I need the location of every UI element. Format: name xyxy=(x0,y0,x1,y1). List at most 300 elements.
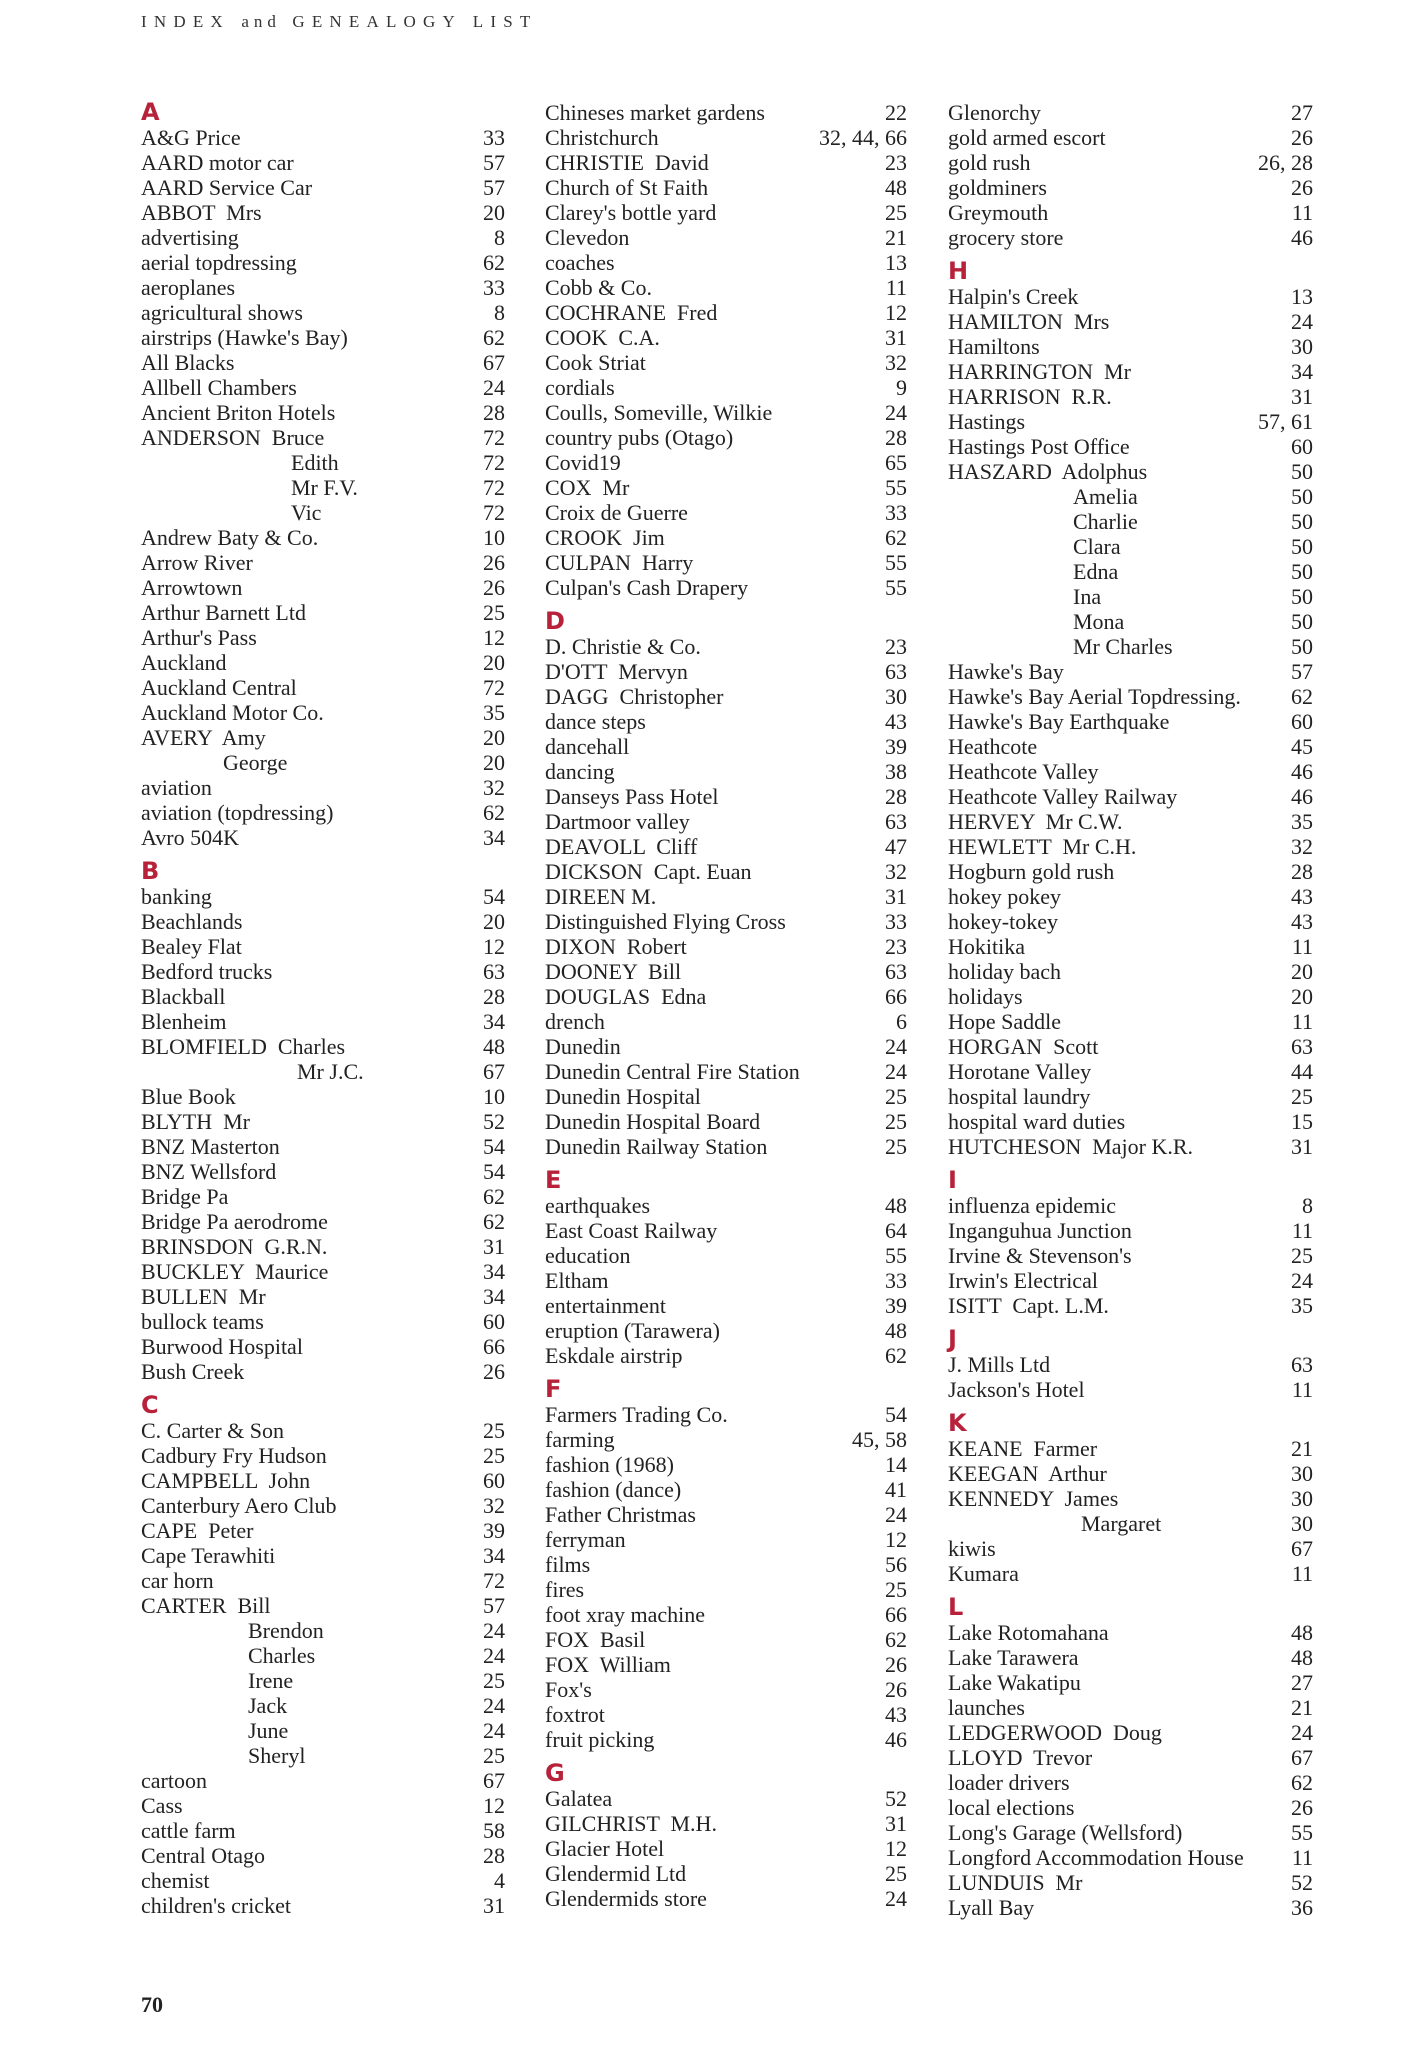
index-entry xyxy=(948,1352,1313,1377)
entry-pages: 24 xyxy=(1291,1720,1313,1745)
entry-pages: 35 xyxy=(1291,1293,1313,1318)
entry-term: Beachlands xyxy=(141,909,243,934)
index-entry xyxy=(545,1452,907,1477)
entry-term: Hokitika xyxy=(948,934,1025,959)
entry-pages: 48 xyxy=(885,1193,907,1218)
index-entry xyxy=(948,1695,1313,1720)
entry-term: influenza epidemic xyxy=(948,1193,1116,1218)
index-entry xyxy=(545,884,907,909)
entry-pages: 24 xyxy=(885,400,907,425)
entry-term: BLYTH Mr xyxy=(141,1109,251,1134)
entry-pages: 33 xyxy=(885,1268,907,1293)
index-entry xyxy=(545,400,907,425)
index-entry xyxy=(948,359,1313,384)
entry-pages: 21 xyxy=(885,225,907,250)
index-column-3 xyxy=(948,100,1313,1920)
entry-term: bullock teams xyxy=(141,1309,264,1334)
entry-term: ISITT Capt. L.M. xyxy=(948,1293,1109,1318)
entry-pages: 23 xyxy=(885,934,907,959)
entry-pages: 24 xyxy=(483,1693,505,1718)
entry-term: Heathcote xyxy=(948,734,1038,759)
index-entry xyxy=(141,650,505,675)
index-entry xyxy=(545,300,907,325)
index-entry xyxy=(545,475,907,500)
index-entry xyxy=(948,384,1313,409)
index-entry xyxy=(545,1577,907,1602)
index-entry xyxy=(948,175,1313,200)
page-number: 70 xyxy=(141,1992,163,2017)
entry-term: HAMILTON Mrs xyxy=(948,309,1110,334)
index-entry xyxy=(948,934,1313,959)
index-entry xyxy=(545,734,907,759)
entry-pages: 30 xyxy=(1291,1486,1313,1511)
entry-term: ABBOT Mrs xyxy=(141,200,262,225)
entry-term: Arthur Barnett Ltd xyxy=(141,600,306,625)
entry-pages: 9 xyxy=(896,375,907,400)
entry-pages: 72 xyxy=(483,475,505,500)
index-entry xyxy=(141,125,505,150)
entry-term: CAMPBELL John xyxy=(141,1468,311,1493)
entry-term: Coulls, Someville, Wilkie xyxy=(545,400,773,425)
index-entry xyxy=(141,700,505,725)
index-entry xyxy=(141,1234,505,1259)
entry-pages: 24 xyxy=(1291,309,1313,334)
entry-pages: 50 xyxy=(1291,484,1313,509)
index-entry xyxy=(141,1084,505,1109)
index-entry xyxy=(141,800,505,825)
entry-pages: 38 xyxy=(885,759,907,784)
entry-pages: 72 xyxy=(483,500,505,525)
index-entry xyxy=(545,1527,907,1552)
index-entry xyxy=(948,1536,1313,1561)
entry-term: Horotane Valley xyxy=(948,1059,1092,1084)
entry-term: hokey-tokey xyxy=(948,909,1058,934)
index-entry xyxy=(948,409,1313,434)
index-entry xyxy=(545,809,907,834)
entry-term: Bush Creek xyxy=(141,1359,245,1384)
index-entry xyxy=(545,1243,907,1268)
entry-term: Jack xyxy=(248,1693,288,1718)
entry-term: GILCHRIST M.H. xyxy=(545,1811,717,1836)
index-entry xyxy=(545,1786,907,1811)
index-entry xyxy=(141,600,505,625)
index-entry xyxy=(948,759,1313,784)
entry-term: fruit picking xyxy=(545,1727,655,1752)
entry-term: J. Mills Ltd xyxy=(948,1352,1051,1377)
index-entry xyxy=(948,1670,1313,1695)
index-entry xyxy=(948,1486,1313,1511)
index-entry xyxy=(141,1418,505,1443)
entry-term: airstrips (Hawke's Bay) xyxy=(141,325,348,350)
entry-term: Blue Book xyxy=(141,1084,236,1109)
entry-pages: 34 xyxy=(483,1284,505,1309)
entry-term: hokey pokey xyxy=(948,884,1062,909)
section-letter-a: A xyxy=(141,98,160,126)
index-entry xyxy=(545,1343,907,1368)
index-entry xyxy=(141,1034,505,1059)
entry-term: country pubs (Otago) xyxy=(545,425,734,450)
entry-term: Mona xyxy=(1073,609,1125,634)
index-entry xyxy=(948,200,1313,225)
index-entry xyxy=(545,1886,907,1911)
entry-pages: 54 xyxy=(483,1159,505,1184)
index-entry xyxy=(141,825,505,850)
entry-term: COOK C.A. xyxy=(545,325,660,350)
index-entry xyxy=(141,1334,505,1359)
section-letter-e: E xyxy=(545,1166,562,1194)
entry-pages: 28 xyxy=(1291,859,1313,884)
entry-term: Cape Terawhiti xyxy=(141,1543,276,1568)
entry-term: Distinguished Flying Cross xyxy=(545,909,786,934)
index-entry xyxy=(141,1793,505,1818)
index-entry xyxy=(948,1009,1313,1034)
entry-pages: 43 xyxy=(1291,909,1313,934)
index-entry xyxy=(545,1134,907,1159)
index-entry xyxy=(948,1134,1313,1159)
entry-term: Andrew Baty & Co. xyxy=(141,525,319,550)
index-entry xyxy=(948,1845,1313,1870)
entry-pages: 25 xyxy=(885,1134,907,1159)
entry-term: Father Christmas xyxy=(545,1502,696,1527)
entry-pages: 52 xyxy=(885,1786,907,1811)
entry-term: goldminers xyxy=(948,175,1047,200)
index-entry xyxy=(545,1427,907,1452)
entry-term: Charlie xyxy=(1073,509,1138,534)
entry-pages: 10 xyxy=(483,525,505,550)
entry-term: Irene xyxy=(248,1668,294,1693)
running-head-title: GENEALOGY LIST xyxy=(292,12,538,31)
index-entry xyxy=(545,250,907,275)
entry-term: Christchurch xyxy=(545,125,659,150)
entry-pages: 47 xyxy=(885,834,907,859)
entry-pages: 25 xyxy=(885,1109,907,1134)
entry-term: Dunedin Hospital xyxy=(545,1084,701,1109)
entry-pages: 30 xyxy=(885,684,907,709)
entry-term: Sheryl xyxy=(248,1743,306,1768)
entry-term: agricultural shows xyxy=(141,300,303,325)
index-entry xyxy=(545,425,907,450)
index-entry xyxy=(141,1743,505,1768)
entry-term: loader drivers xyxy=(948,1770,1070,1795)
entry-term: Eskdale airstrip xyxy=(545,1343,683,1368)
entry-pages: 25 xyxy=(483,1743,505,1768)
entry-pages: 8 xyxy=(1302,1193,1313,1218)
index-entry xyxy=(948,634,1313,659)
entry-pages: 46 xyxy=(1291,225,1313,250)
entry-pages: 30 xyxy=(1291,1511,1313,1536)
entry-pages: 52 xyxy=(483,1109,505,1134)
index-entry xyxy=(141,375,505,400)
entry-pages: 62 xyxy=(885,525,907,550)
index-entry xyxy=(545,659,907,684)
index-entry xyxy=(948,1034,1313,1059)
index-entry xyxy=(141,1718,505,1743)
entry-pages: 28 xyxy=(483,984,505,1009)
entry-pages: 15 xyxy=(1291,1109,1313,1134)
entry-pages: 8 xyxy=(494,300,505,325)
entry-pages: 20 xyxy=(1291,959,1313,984)
section-letter-j: J xyxy=(948,1325,957,1353)
entry-term: kiwis xyxy=(948,1536,996,1561)
index-entry xyxy=(141,1009,505,1034)
entry-pages: 63 xyxy=(483,959,505,984)
entry-pages: 24 xyxy=(483,375,505,400)
index-entry xyxy=(948,709,1313,734)
index-entry xyxy=(948,909,1313,934)
entry-pages: 48 xyxy=(1291,1620,1313,1645)
index-entry xyxy=(141,575,505,600)
entry-term: Croix de Guerre xyxy=(545,500,688,525)
entry-pages: 57 xyxy=(483,175,505,200)
entry-term: Longford Accommodation House xyxy=(948,1845,1244,1870)
entry-pages: 67 xyxy=(483,350,505,375)
index-entry xyxy=(141,725,505,750)
entry-term: Avro 504K xyxy=(141,825,239,850)
entry-pages: 25 xyxy=(483,1418,505,1443)
entry-pages: 46 xyxy=(885,1727,907,1752)
entry-pages: 12 xyxy=(483,625,505,650)
index-entry xyxy=(545,784,907,809)
entry-term: Church of St Faith xyxy=(545,175,709,200)
entry-term: HARRINGTON Mr xyxy=(948,359,1131,384)
entry-pages: 12 xyxy=(885,1836,907,1861)
index-entry xyxy=(141,775,505,800)
entry-term: holidays xyxy=(948,984,1023,1009)
entry-term: Glendermids store xyxy=(545,1886,707,1911)
entry-pages: 21 xyxy=(1291,1695,1313,1720)
entry-term: dance steps xyxy=(545,709,646,734)
entry-pages: 24 xyxy=(885,1886,907,1911)
index-entry xyxy=(948,1770,1313,1795)
index-entry xyxy=(141,300,505,325)
entry-term: George xyxy=(223,750,288,775)
entry-pages: 57 xyxy=(1291,659,1313,684)
entry-term: cordials xyxy=(545,375,615,400)
entry-term: gold rush xyxy=(948,150,1031,175)
entry-pages: 62 xyxy=(483,1184,505,1209)
entry-pages: 62 xyxy=(483,1209,505,1234)
index-entry xyxy=(948,684,1313,709)
entry-term: All Blacks xyxy=(141,350,235,375)
index-entry xyxy=(948,1436,1313,1461)
entry-pages: 13 xyxy=(885,250,907,275)
entry-pages: 27 xyxy=(1291,100,1313,125)
section-letter-k: K xyxy=(948,1409,967,1437)
entry-term: Cobb & Co. xyxy=(545,275,652,300)
entry-term: Blackball xyxy=(141,984,226,1009)
index-entry xyxy=(545,859,907,884)
entry-term: Chineses market gardens xyxy=(545,100,765,125)
index-entry xyxy=(545,450,907,475)
index-entry xyxy=(545,1084,907,1109)
entry-pages: 63 xyxy=(885,659,907,684)
section-letter-i: I xyxy=(948,1166,957,1194)
entry-pages: 39 xyxy=(885,1293,907,1318)
index-entry xyxy=(948,459,1313,484)
index-entry xyxy=(141,550,505,575)
entry-term: BUCKLEY Maurice xyxy=(141,1259,329,1284)
entry-pages: 60 xyxy=(1291,709,1313,734)
section-letter-f: F xyxy=(545,1375,562,1403)
entry-term: Dartmoor valley xyxy=(545,809,690,834)
index-entry xyxy=(948,959,1313,984)
entry-term: earthquakes xyxy=(545,1193,651,1218)
entry-term: Inganguhua Junction xyxy=(948,1218,1132,1243)
index-entry xyxy=(141,625,505,650)
index-entry xyxy=(545,1652,907,1677)
entry-pages: 60 xyxy=(483,1468,505,1493)
index-entry xyxy=(948,659,1313,684)
entry-pages: 14 xyxy=(885,1452,907,1477)
index-entry xyxy=(141,884,505,909)
index-entry xyxy=(545,1552,907,1577)
entry-pages: 12 xyxy=(483,1793,505,1818)
index-entry xyxy=(948,1084,1313,1109)
entry-pages: 72 xyxy=(483,425,505,450)
entry-pages: 62 xyxy=(483,800,505,825)
entry-term: Hastings Post Office xyxy=(948,434,1130,459)
entry-term: Edith xyxy=(291,450,339,475)
entry-pages: 55 xyxy=(885,475,907,500)
index-entry xyxy=(141,1843,505,1868)
entry-pages: 66 xyxy=(483,1334,505,1359)
index-entry xyxy=(545,575,907,600)
entry-term: Cook Striat xyxy=(545,350,646,375)
entry-pages: 48 xyxy=(885,175,907,200)
index-entry xyxy=(545,500,907,525)
index-entry xyxy=(141,1568,505,1593)
index-entry xyxy=(948,1109,1313,1134)
entry-pages: 36 xyxy=(1291,1895,1313,1920)
entry-pages: 50 xyxy=(1291,584,1313,609)
entry-pages: 11 xyxy=(1291,1377,1313,1402)
entry-pages: 24 xyxy=(483,1643,505,1668)
entry-pages: 25 xyxy=(885,1084,907,1109)
entry-term: BRINSDON G.R.N. xyxy=(141,1234,328,1259)
index-entry xyxy=(141,1359,505,1384)
index-entry xyxy=(141,475,505,500)
entry-pages: 25 xyxy=(885,200,907,225)
index-entry xyxy=(545,1677,907,1702)
entry-term: aviation (topdressing) xyxy=(141,800,334,825)
entry-pages: 67 xyxy=(1291,1745,1313,1770)
entry-term: Bridge Pa aerodrome xyxy=(141,1209,328,1234)
entry-pages: 39 xyxy=(885,734,907,759)
entry-term: Central Otago xyxy=(141,1843,266,1868)
entry-term: East Coast Railway xyxy=(545,1218,718,1243)
index-entry xyxy=(141,750,505,775)
index-entry xyxy=(948,859,1313,884)
entry-pages: 45, 58 xyxy=(852,1427,907,1452)
entry-pages: 20 xyxy=(483,909,505,934)
entry-term: Greymouth xyxy=(948,200,1049,225)
entry-pages: 28 xyxy=(885,784,907,809)
entry-term: grocery store xyxy=(948,225,1064,250)
entry-pages: 67 xyxy=(483,1768,505,1793)
entry-pages: 26, 28 xyxy=(1258,150,1313,175)
entry-pages: 26 xyxy=(1291,1795,1313,1820)
entry-pages: 55 xyxy=(1291,1820,1313,1845)
entry-term: CULPAN Harry xyxy=(545,550,694,575)
entry-pages: 50 xyxy=(1291,634,1313,659)
entry-term: FOX William xyxy=(545,1652,671,1677)
entry-term: Brendon xyxy=(248,1618,324,1643)
entry-pages: 27 xyxy=(1291,1670,1313,1695)
entry-term: Clevedon xyxy=(545,225,630,250)
entry-pages: 48 xyxy=(885,1318,907,1343)
entry-term: foxtrot xyxy=(545,1702,605,1727)
index-entry xyxy=(545,1811,907,1836)
index-entry xyxy=(948,1645,1313,1670)
entry-pages: 20 xyxy=(1291,984,1313,1009)
index-entry xyxy=(545,759,907,784)
index-entry xyxy=(948,1059,1313,1084)
entry-pages: 50 xyxy=(1291,509,1313,534)
entry-term: June xyxy=(248,1718,289,1743)
index-entry xyxy=(141,1468,505,1493)
entry-term: farming xyxy=(545,1427,615,1452)
index-entry xyxy=(948,484,1313,509)
entry-pages: 33 xyxy=(885,909,907,934)
entry-term: C. Carter & Son xyxy=(141,1418,284,1443)
entry-pages: 45 xyxy=(1291,734,1313,759)
entry-term: Jackson's Hotel xyxy=(948,1377,1085,1402)
index-entry xyxy=(141,275,505,300)
entry-term: DOUGLAS Edna xyxy=(545,984,707,1009)
entry-pages: 55 xyxy=(885,575,907,600)
entry-term: Dunedin xyxy=(545,1034,621,1059)
entry-term: Dunedin Hospital Board xyxy=(545,1109,761,1134)
entry-term: Glendermid Ltd xyxy=(545,1861,687,1886)
entry-pages: 20 xyxy=(483,200,505,225)
entry-term: fashion (dance) xyxy=(545,1477,682,1502)
entry-term: advertising xyxy=(141,225,239,250)
entry-term: LLOYD Trevor xyxy=(948,1745,1093,1770)
entry-pages: 32, 44, 66 xyxy=(819,125,907,150)
index-entry xyxy=(948,784,1313,809)
entry-pages: 63 xyxy=(885,959,907,984)
entry-pages: 34 xyxy=(483,1259,505,1284)
entry-term: Blenheim xyxy=(141,1009,227,1034)
entry-term: car horn xyxy=(141,1568,214,1593)
index-entry xyxy=(545,1034,907,1059)
entry-pages: 20 xyxy=(483,750,505,775)
entry-pages: 50 xyxy=(1291,534,1313,559)
index-entry xyxy=(141,1868,505,1893)
entry-term: Hogburn gold rush xyxy=(948,859,1115,884)
index-entry xyxy=(545,125,907,150)
entry-term: DAGG Christopher xyxy=(545,684,724,709)
index-entry xyxy=(545,1059,907,1084)
index-entry xyxy=(948,559,1313,584)
index-entry xyxy=(948,1511,1313,1536)
entry-term: Lyall Bay xyxy=(948,1895,1035,1920)
index-entry xyxy=(948,1243,1313,1268)
section-letter-d: D xyxy=(545,607,565,635)
entry-term: Bealey Flat xyxy=(141,934,242,959)
index-entry xyxy=(141,1443,505,1468)
entry-term: Hamiltons xyxy=(948,334,1040,359)
entry-term: aeroplanes xyxy=(141,275,236,300)
index-entry xyxy=(141,1643,505,1668)
index-entry xyxy=(141,325,505,350)
index-entry xyxy=(545,984,907,1009)
entry-term: Culpan's Cash Drapery xyxy=(545,575,749,600)
entry-pages: 50 xyxy=(1291,459,1313,484)
index-entry xyxy=(948,1870,1313,1895)
entry-term: COX Mr xyxy=(545,475,630,500)
entry-term: Auckland Central xyxy=(141,675,297,700)
